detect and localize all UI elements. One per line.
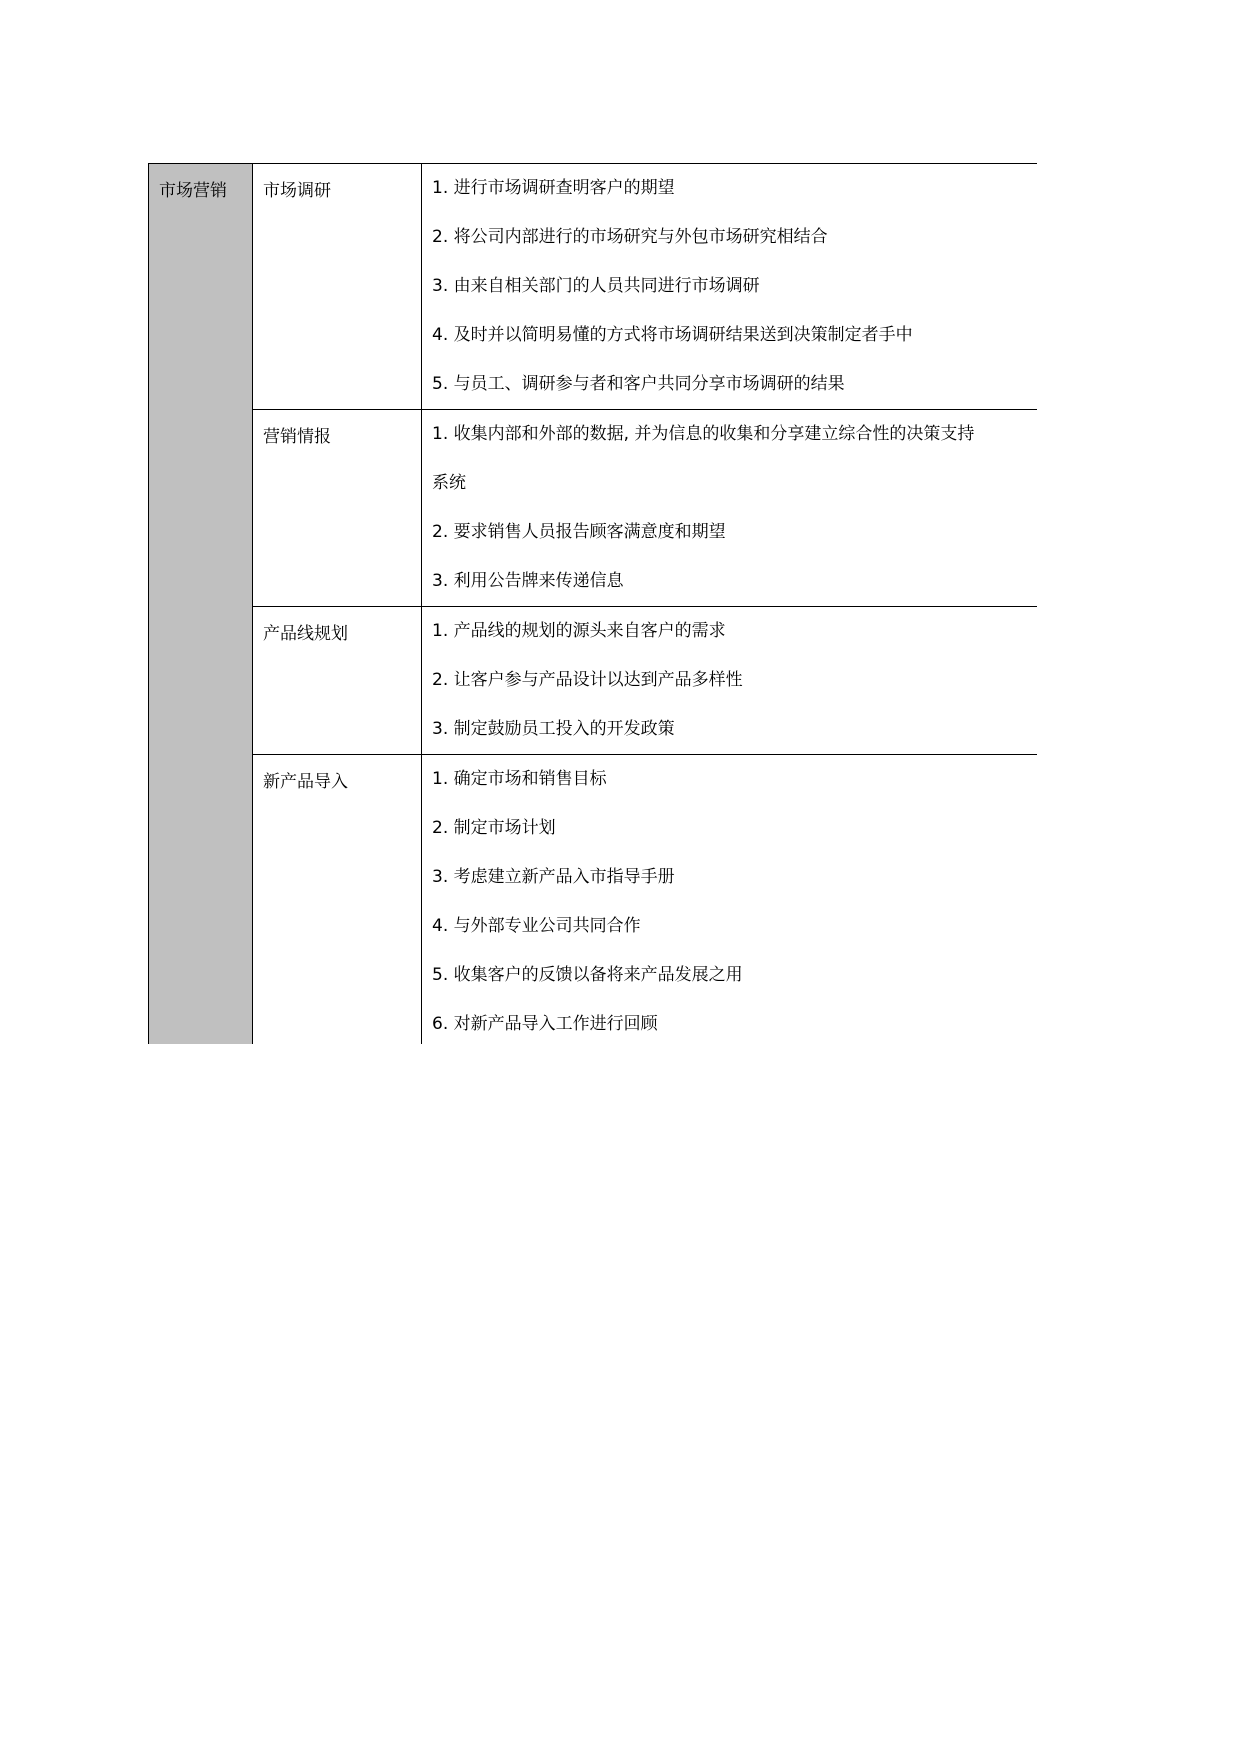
category-cell <box>149 164 253 1045</box>
list-item: 2. 将公司内部进行的市场研究与外包市场研究相结合 <box>432 227 828 247</box>
list-item: 2. 让客户参与产品设计以达到产品多样性 <box>432 670 743 690</box>
list-item: 系统 <box>432 473 466 493</box>
section-name: 新产品导入 <box>263 772 348 792</box>
section-name-cell <box>253 410 422 607</box>
list-item: 1. 确定市场和销售目标 <box>432 769 607 789</box>
list-item: 1. 产品线的规划的源头来自客户的需求 <box>432 621 726 641</box>
marketing-practices-table <box>148 163 1037 1044</box>
table-row <box>149 410 1038 607</box>
list-item: 5. 收集客户的反馈以备将来产品发展之用 <box>432 965 743 985</box>
section-name: 产品线规划 <box>263 624 348 644</box>
section-items-cell <box>422 607 1038 755</box>
list-item: 6. 对新产品导入工作进行回顾 <box>432 1014 658 1034</box>
table-row <box>149 164 1038 410</box>
section-name: 营销情报 <box>263 427 331 447</box>
document-table-region <box>148 163 1037 1044</box>
category-label: 市场营销 <box>159 181 227 201</box>
section-name: 市场调研 <box>263 181 331 201</box>
table-row <box>149 607 1038 755</box>
list-item: 4. 及时并以简明易懂的方式将市场调研结果送到决策制定者手中 <box>432 325 913 345</box>
section-name-cell <box>253 755 422 1045</box>
section-items-cell <box>422 410 1038 607</box>
list-item: 1. 收集内部和外部的数据, 并为信息的收集和分享建立综合性的决策支持 <box>432 424 975 444</box>
list-item: 1. 进行市场调研查明客户的期望 <box>432 178 675 198</box>
list-item: 2. 制定市场计划 <box>432 818 556 838</box>
list-item: 5. 与员工、调研参与者和客户共同分享市场调研的结果 <box>432 374 845 394</box>
section-name-cell <box>253 607 422 755</box>
section-items-cell <box>422 164 1038 410</box>
list-item: 3. 利用公告牌来传递信息 <box>432 571 624 591</box>
table-row <box>149 755 1038 1045</box>
list-item: 3. 制定鼓励员工投入的开发政策 <box>432 719 675 739</box>
section-name-cell <box>253 164 422 410</box>
list-item: 2. 要求销售人员报告顾客满意度和期望 <box>432 522 726 542</box>
list-item: 3. 考虑建立新产品入市指导手册 <box>432 867 675 887</box>
list-item: 4. 与外部专业公司共同合作 <box>432 916 641 936</box>
list-item: 3. 由来自相关部门的人员共同进行市场调研 <box>432 276 760 296</box>
section-items-cell <box>422 755 1038 1045</box>
